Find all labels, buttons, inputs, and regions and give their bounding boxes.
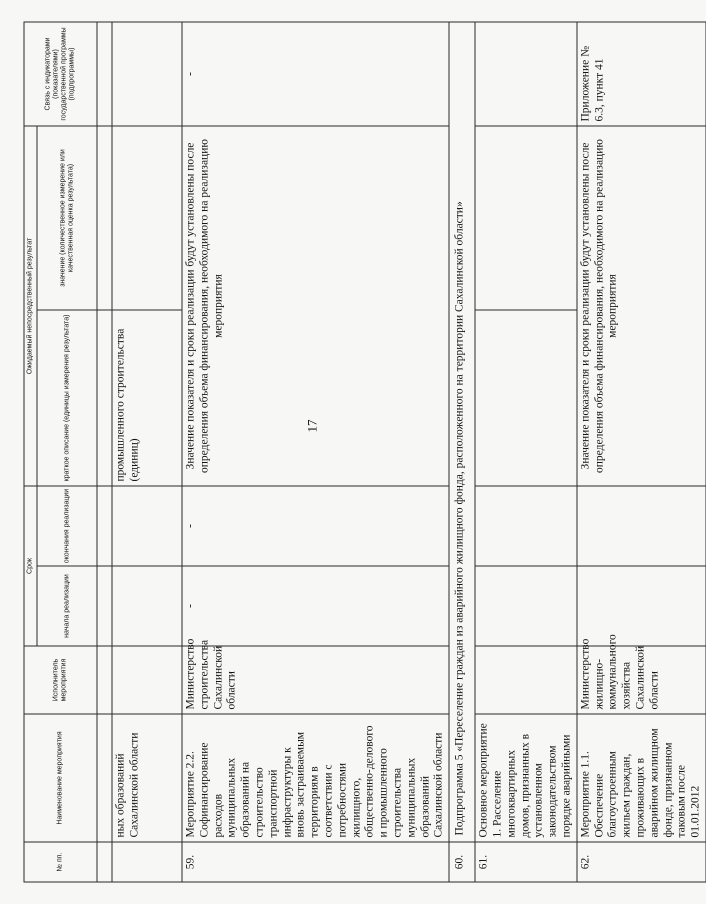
header-term-start: начала реализации [37, 566, 97, 646]
row-59-executor: Министерство строительства Сахалинской области [182, 646, 449, 714]
row-60-num: 60. [449, 842, 475, 882]
row-59-num: 59. [182, 842, 449, 882]
header-name: Наименование мероприятия [24, 714, 97, 842]
rotated-table-frame [24, 22, 702, 882]
table-row-60 [449, 22, 475, 882]
header-link: Связь с индикаторами (показателями) государственной программы (подпрограммы) [24, 22, 97, 126]
header-executor: Исполнитель мероприятия [24, 646, 97, 714]
activities-table [24, 21, 706, 882]
spacer-row [97, 22, 112, 882]
continued-name: ных образований Сахалинской области [112, 714, 182, 842]
row-61-name: Основное мероприятие 1. Расселение многоквартирных домов, признанных в установленном законодательством порядке аварийными [475, 714, 577, 842]
row-59-name: Мероприятие 2.2. Софинансирование расходов муниципальных образований на строительство транспортной инфраструктуры к вновь застраиваемым территориям в соответствии с потребностями жилищного, общественно-делового и промышленного строительства муниципальных образований Сахалинской области [182, 714, 449, 842]
row-62-executor: Министерство жилищно-коммунального хозяйства Сахалинской области [577, 646, 706, 714]
row-62-name: Мероприятие 1.1. Обеспечение благоустроенным жильем граждан, проживающих в аварийном жилищном фонде, признанном таковым после 01.01.2012 [577, 714, 706, 842]
row-59-start: - [182, 566, 449, 646]
row-60-subprogram: Подпрограмма 5 «Переселение граждан из аварийного жилищного фонда, расположенного на территории Сахалинской области» [449, 22, 475, 842]
header-row-top [24, 22, 37, 882]
row-59-end: - [182, 486, 449, 566]
row-62-link: Приложение № 6.3, пункт 41 [577, 22, 706, 126]
header-num: № пп. [24, 842, 97, 882]
row-59-link: - [182, 22, 449, 126]
header-term: Срок [24, 486, 37, 646]
header-term-end: окончания реализации [37, 486, 97, 566]
row-59-result: Значение показателя и сроки реализации будут установлены после определения объема финансирования, необходимого на реализацию мероприятия [182, 126, 449, 486]
row-61-num: 61. [475, 842, 577, 882]
header-value: значение (количественное измерение или качественная оценка результата) [37, 126, 97, 310]
table-row-59 [182, 22, 449, 882]
page-number: 17 [304, 419, 320, 433]
table-row-62 [577, 22, 706, 882]
header-expected: Ожидаемый непосредственный результат [24, 126, 37, 486]
table-row-continued [112, 22, 182, 882]
header-short-desc: краткое описание (единицы измерения результата) [37, 310, 97, 486]
table-row-61 [475, 22, 577, 882]
row-62-num: 62. [577, 842, 706, 882]
row-62-result: Значение показателя и сроки реализации будут установлены после определения объема финансирования, необходимого на реализацию мероприятия [577, 126, 706, 486]
continued-desc: промышленного строительства (единиц) [112, 310, 182, 486]
